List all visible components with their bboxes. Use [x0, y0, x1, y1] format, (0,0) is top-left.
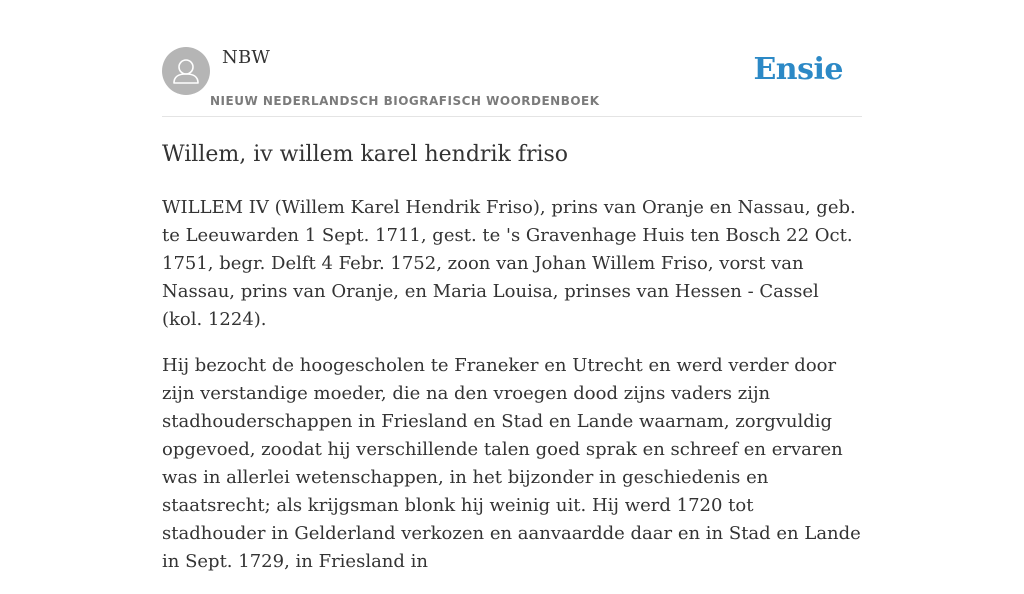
source-header [162, 46, 862, 117]
source-avatar[interactable] [162, 47, 210, 95]
article-paragraph: Hij bezocht de hoogescholen te Franeker en Utrecht en werd verder door zijn verstandige moeder, die na den vroegen dood zijns vaders zijn stadhouderschappen in Friesland en Stad en Lande waarnam, zorgvuldig opgevoed, zoodat hij verschillende talen goed sprak en schreef en ervaren was in allerlei wetenschappen, in het bijzonder in geschiedenis en staatsrecht; als krijgsman blonk hij weinig uit. Hij werd 1720 tot stadhouder in Gelderland verkozen en aanvaardde daar en in Stad en Lande in Sept. 1729, in Friesland in [162, 355, 861, 572]
ensie-logo[interactable]: Ensie [753, 52, 843, 87]
article-title: Willem, iv willem karel hendrik friso [162, 142, 569, 167]
article-paragraph: WILLEM IV (Willem Karel Hendrik Friso), prins van Oranje en Nassau, geb. te Leeuwarden 1 Sept. 1711, gest. te 's Gravenhage Huis ten Bosch 22 Oct. 1751, begr. Delft 4 Febr. 1752, zoon van Johan Willem Friso, vorst van Nassau, prins van Oranje, en Maria Louisa, prinses van Hessen - Cassel (kol. 1224). [162, 197, 856, 330]
source-subtitle: NIEUW NEDERLANDSCH BIOGRAFISCH WOORDENBOEK [210, 94, 600, 108]
user-silhouette-icon [162, 47, 210, 95]
source-name[interactable]: NBW [222, 47, 271, 68]
article [162, 140, 862, 594]
